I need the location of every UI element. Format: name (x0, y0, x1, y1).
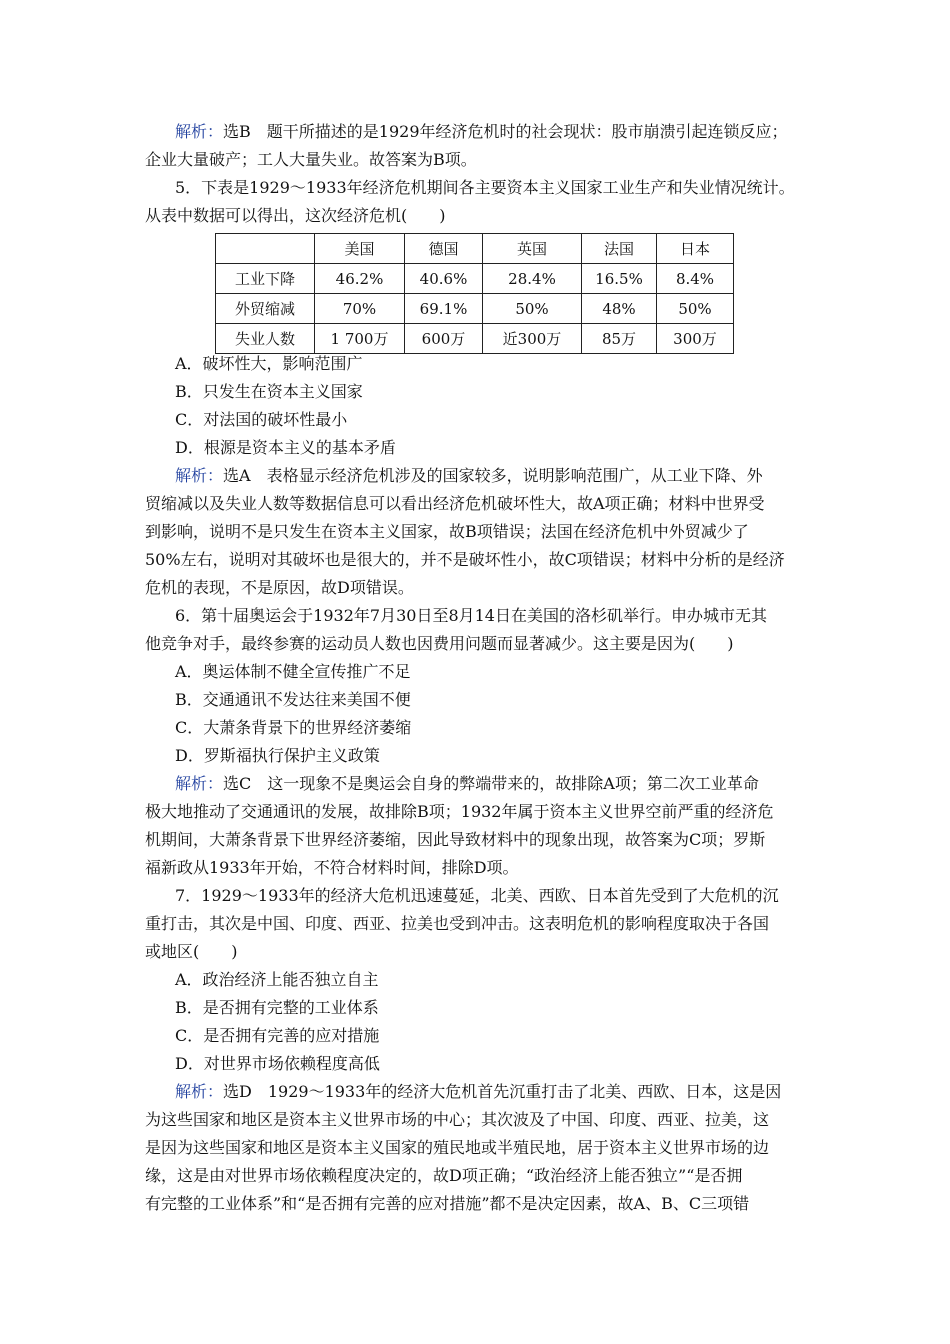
q6-analysis-line-1: 解析：选C 这一现象不是奥运会自身的弊端带来的，故排除A项；第二次工业革命 (175, 774, 759, 793)
table-cell: 50% (483, 294, 582, 324)
q5-analysis-line-4: 50%左右，说明对其破坏也是很大的，并不是破坏性小，故C项错误；材料中分析的是经济 (145, 550, 785, 569)
table-cell (216, 234, 315, 264)
q7-analysis-line-2: 为这些国家和地区是资本主义世界市场的中心；其次波及了中国、印度、西亚、拉美，这 (145, 1110, 770, 1129)
table-cell: 600万 (405, 324, 483, 354)
q6-analysis-line-4: 福新政从1933年开始，不符合材料时间，排除D项。 (145, 858, 519, 877)
q5-data-table (215, 233, 734, 354)
table-cell: 70% (315, 294, 405, 324)
q6-analysis-line-2: 极大地推动了交通通讯的发展，故排除B项；1932年属于资本主义世界空前严重的经济危 (145, 802, 774, 821)
table-cell: 16.5% (582, 264, 657, 294)
q7-analysis-line-4: 缘，这是由对世界市场依赖程度决定的，故D项正确；“政治经济上能否独立”“是否拥 (145, 1166, 743, 1185)
table-cell: 28.4% (483, 264, 582, 294)
q6-option-c: C．大萧条背景下的世界经济萎缩 (175, 718, 412, 737)
q7-option-c: C．是否拥有完善的应对措施 (175, 1026, 380, 1045)
table-row (216, 294, 734, 324)
q5-analysis-line-1: 解析：选A 表格显示经济危机涉及的国家较多，说明影响范围广，从工业下降、外 (175, 466, 763, 485)
q5-analysis-line-3: 到影响，说明不是只发生在资本主义国家，故B项错误；法国在经济危机中外贸减少了 (145, 522, 749, 541)
table-cell: 1 700万 (315, 324, 405, 354)
table-cell: 40.6% (405, 264, 483, 294)
q4-analysis-line-1: 解析：选B 题干所描述的是1929年经济危机时的社会现状：股市崩溃引起连锁反应； (175, 122, 788, 141)
table-cell: 48% (582, 294, 657, 324)
q7-stem-line-1: 7．1929～1933年的经济大危机迅速蔓延，北美、西欧、日本首先受到了大危机的沉 (175, 886, 779, 905)
q6-option-a: A．奥运体制不健全宣传推广不足 (175, 662, 411, 681)
q5-analysis-line-2: 贸缩减以及失业人数等数据信息可以看出经济危机破坏性大，故A项正确；材料中世界受 (145, 494, 765, 513)
table-cell: 46.2% (315, 264, 405, 294)
table-cell: 50% (657, 294, 734, 324)
q7-analysis-line-1: 解析：选D 1929～1933年的经济大危机首先沉重打击了北美、西欧、日本，这是因 (175, 1082, 782, 1101)
table-cell: 85万 (582, 324, 657, 354)
table-row-label: 失业人数 (216, 324, 315, 354)
table-header-cell: 日本 (657, 234, 734, 264)
q5-stem-line-1: 5．下表是1929～1933年经济危机期间各主要资本主义国家工业生产和失业情况统计。 (175, 178, 795, 197)
q6-option-d: D．罗斯福执行保护主义政策 (175, 746, 380, 765)
q6-stem-line-1: 6．第十届奥运会于1932年7月30日至8月14日在美国的洛杉矶举行。申办城市无其 (175, 606, 767, 625)
q4-analysis-line-2: 企业大量破产；工人大量失业。故答案为B项。 (145, 150, 477, 169)
table-row (216, 324, 734, 354)
table-header-cell: 英国 (483, 234, 582, 264)
q7-stem-line-3: 或地区( ) (145, 942, 238, 961)
q6-option-b: B．交通通讯不发达往来美国不便 (175, 690, 411, 709)
table-header-cell: 德国 (405, 234, 483, 264)
analysis-label: 解析： (175, 774, 224, 793)
q5-stem-line-2: 从表中数据可以得出，这次经济危机( ) (145, 206, 446, 225)
q7-option-b: B．是否拥有完整的工业体系 (175, 998, 379, 1017)
table-row-label: 工业下降 (216, 264, 315, 294)
q7-option-a: A．政治经济上能否独立自主 (175, 970, 379, 989)
table-header-cell: 法国 (582, 234, 657, 264)
q5-option-a: A．破坏性大，影响范围广 (175, 354, 363, 373)
q7-stem-line-2: 重打击，其次是中国、印度、西亚、拉美也受到冲击。这表明危机的影响程度取决于各国 (145, 914, 770, 933)
table-header-cell: 美国 (315, 234, 405, 264)
table-cell: 8.4% (657, 264, 734, 294)
q5-option-b: B．只发生在资本主义国家 (175, 382, 363, 401)
q6-stem-line-2: 他竞争对手，最终参赛的运动员人数也因费用问题而显著减少。这主要是因为( ) (145, 634, 734, 653)
q5-analysis-line-5: 危机的表现，不是原因，故D项错误。 (145, 578, 414, 597)
analysis-label: 解析： (175, 122, 224, 141)
q5-option-c: C．对法国的破坏性最小 (175, 410, 348, 429)
table-cell: 69.1% (405, 294, 483, 324)
analysis-label: 解析： (175, 466, 224, 485)
q7-analysis-line-3: 是因为这些国家和地区是资本主义国家的殖民地或半殖民地，居于资本主义世界市场的边 (145, 1138, 770, 1157)
q7-analysis-line-5: 有完整的工业体系”和“是否拥有完善的应对措施”都不是决定因素，故A、B、C三项错 (145, 1194, 750, 1213)
table-row (216, 264, 734, 294)
q6-analysis-line-3: 机期间，大萧条背景下世界经济萎缩，因此导致材料中的现象出现，故答案为C项；罗斯 (145, 830, 766, 849)
q7-option-d: D．对世界市场依赖程度高低 (175, 1054, 380, 1073)
table-cell: 300万 (657, 324, 734, 354)
table-row-label: 外贸缩减 (216, 294, 315, 324)
analysis-label: 解析： (175, 1082, 224, 1101)
q5-option-d: D．根源是资本主义的基本矛盾 (175, 438, 396, 457)
table-cell: 近300万 (483, 324, 582, 354)
table-header-row (216, 234, 734, 264)
